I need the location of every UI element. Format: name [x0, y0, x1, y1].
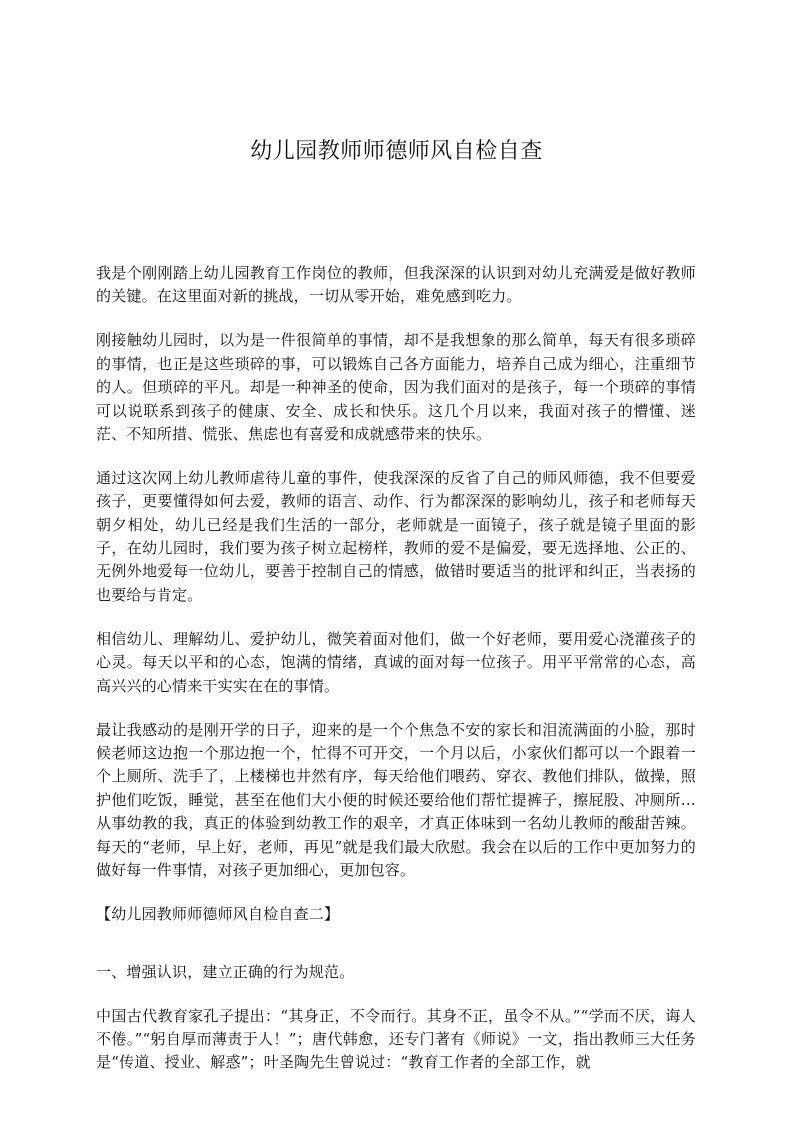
subheading-spacer — [96, 985, 696, 1005]
paragraph-first-contact: 刚接触幼儿园时，以为是一件很简单的事情，却不是我想象的那么简单，每天有很多琐碎的事情，也正是这些琐碎的事，可以锻炼自己各方面能力，培养自己成为细心，注重细节的人。但琐碎的平凡。却是一种神圣的使命，因为我们面对的是孩子，每一个琐碎的事情可以说联系到孩子的健康、安全、成长和快乐。这几个月以来，我面对孩子的懵懂、迷茫、不知所措、慌张、焦虑也有喜爱和成就感带来的快乐。 — [96, 331, 696, 443]
paragraph-reflection: 通过这次网上幼儿教师虐待儿童的事件，使我深深的反省了自己的师风师德，我不但要爱孩子，更要懂得如何去爱，教师的语言、动作、行为都深深的影响幼儿，孩子和老师每天朝夕相处，幼儿已经是我们生活的一部分，老师就是一面镜子，孩子就是镜子里面的影子，在幼儿园时，我们要为孩子树立起榜样，教师的爱不是偏爱，要无选择地、公正的、无例外地爱每一位幼儿，要善于控制自己的情感，做错时要适当的批评和纠正，当表扬的也要给与肯定。 — [96, 468, 696, 604]
paragraph-trust-children: 相信幼儿、理解幼儿、爱护幼儿，微笑着面对他们，做一个好老师，要用爱心浇灌孩子的心灵。每天以平和的心态，饱满的情绪，真诚的面对每一位孩子。用平平常常的心态，高高兴兴的心情来干实实在在的事情。 — [96, 629, 696, 695]
section-spacer — [96, 926, 696, 961]
subheading: 一、增强认识，建立正确的行为规范。 — [96, 963, 355, 982]
document-title: 幼儿园教师师德师风自检自查 — [250, 139, 543, 164]
paragraph-school-start: 最让我感动的是刚开学的日子，迎来的是一个个焦急不安的家长和泪流满面的小脸，那时候老师这边抱一个那边抱一个，忙得不可开交，一个月以后，小家伙们都可以一个跟着一个上厕所、洗手了，上楼梯也井然有序，每天给他们喂药、穿衣、教他们排队，做操，照护他们吃饭，睡觉，甚至在他们大小便的时候还要给他们帮忙提裤子，擦屁股、冲厕所…从事幼教的我，真正的体验到幼教工作的艰辛，才真正体味到一名幼儿教师的酸甜苦辣。每天的“老师，早上好，老师，再见”就是我们最大欣慰。我会在以后的工作中更加努力的做好每一件事情，对孩子更加细心，更加包容。 — [96, 720, 696, 879]
paragraph-intro: 我是个刚刚踏上幼儿园教育工作岗位的教师，但我深深的认识到对幼儿充满爱是做好教师的关键。在这里面对新的挑战，一切从零开始，难免感到吃力。 — [96, 264, 696, 306]
document-body — [96, 262, 696, 1095]
paragraph-confucius: 中国古代教育家孔子提出：“其身正，不令而行。其身不正，虽令不从。”“学而不厌，诲人不倦。”“躬自厚而薄责于人！”；唐代韩愈，还专门著有《师说》一文，指出教师三大任务是“传道、授业、解惑”；叶圣陶先生曾说过：“教育工作者的全部工作，就 — [96, 1006, 696, 1072]
section-heading: 【幼儿园教师师德师风自检自查二】 — [96, 904, 340, 923]
